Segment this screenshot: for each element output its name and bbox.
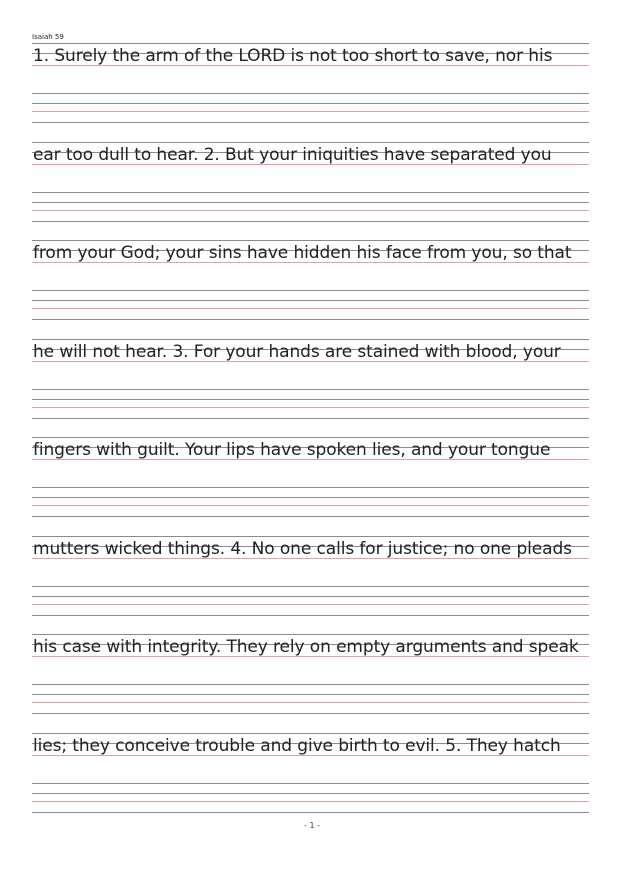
writing-line-block [32, 142, 589, 214]
red-guideline [32, 111, 589, 112]
gray-guideline [32, 122, 589, 123]
gray-guideline [32, 399, 589, 400]
gray-guideline [32, 300, 589, 301]
scripture-line-text: fingers with guilt. Your lips have spoken lies, and your tongue [33, 440, 551, 460]
writing-line-block [32, 536, 589, 608]
gray-guideline [32, 418, 589, 419]
gray-guideline [32, 586, 589, 587]
writing-line-block [32, 43, 589, 115]
gray-guideline [32, 487, 589, 488]
scripture-line-text: from your God; your sins have hidden his face from you, so that [33, 243, 572, 263]
gray-guideline [32, 516, 589, 517]
red-guideline [32, 604, 589, 605]
red-guideline [32, 702, 589, 703]
gray-guideline [32, 389, 589, 390]
gray-guideline [32, 240, 589, 241]
gray-guideline [32, 733, 589, 734]
gray-guideline [32, 497, 589, 498]
writing-line-block [32, 437, 589, 509]
scripture-line-text: ear too dull to hear. 2. But your iniquities have separated you [33, 145, 552, 165]
scripture-line-text: 1. Surely the arm of the LORD is not too short to save, nor his [33, 46, 553, 66]
gray-guideline [32, 319, 589, 320]
gray-guideline [32, 793, 589, 794]
writing-line-block [32, 634, 589, 706]
gray-guideline [32, 103, 589, 104]
scripture-line-text: lies; they conceive trouble and give birth to evil. 5. They hatch [33, 736, 561, 756]
writing-line-block [32, 733, 589, 805]
red-guideline [32, 407, 589, 408]
gray-guideline [32, 713, 589, 714]
gray-guideline [32, 536, 589, 537]
gray-guideline [32, 93, 589, 94]
page-title: Isaiah 59 [32, 33, 64, 41]
gray-guideline [32, 812, 589, 813]
gray-guideline [32, 142, 589, 143]
gray-guideline [32, 202, 589, 203]
gray-guideline [32, 43, 589, 44]
scripture-line-text: he will not hear. 3. For your hands are stained with blood, your [33, 342, 561, 362]
scripture-line-text: mutters wicked things. 4. No one calls for justice; no one pleads [33, 539, 572, 559]
writing-line-block [32, 339, 589, 411]
gray-guideline [32, 192, 589, 193]
gray-guideline [32, 221, 589, 222]
writing-line-block [32, 240, 589, 312]
scripture-line-text: his case with integrity. They rely on empty arguments and speak [33, 637, 579, 657]
gray-guideline [32, 684, 589, 685]
gray-guideline [32, 596, 589, 597]
gray-guideline [32, 339, 589, 340]
gray-guideline [32, 694, 589, 695]
gray-guideline [32, 634, 589, 635]
page-number: - 1 - [304, 821, 320, 830]
red-guideline [32, 308, 589, 309]
gray-guideline [32, 290, 589, 291]
gray-guideline [32, 615, 589, 616]
gray-guideline [32, 783, 589, 784]
red-guideline [32, 505, 589, 506]
red-guideline [32, 801, 589, 802]
red-guideline [32, 210, 589, 211]
gray-guideline [32, 437, 589, 438]
